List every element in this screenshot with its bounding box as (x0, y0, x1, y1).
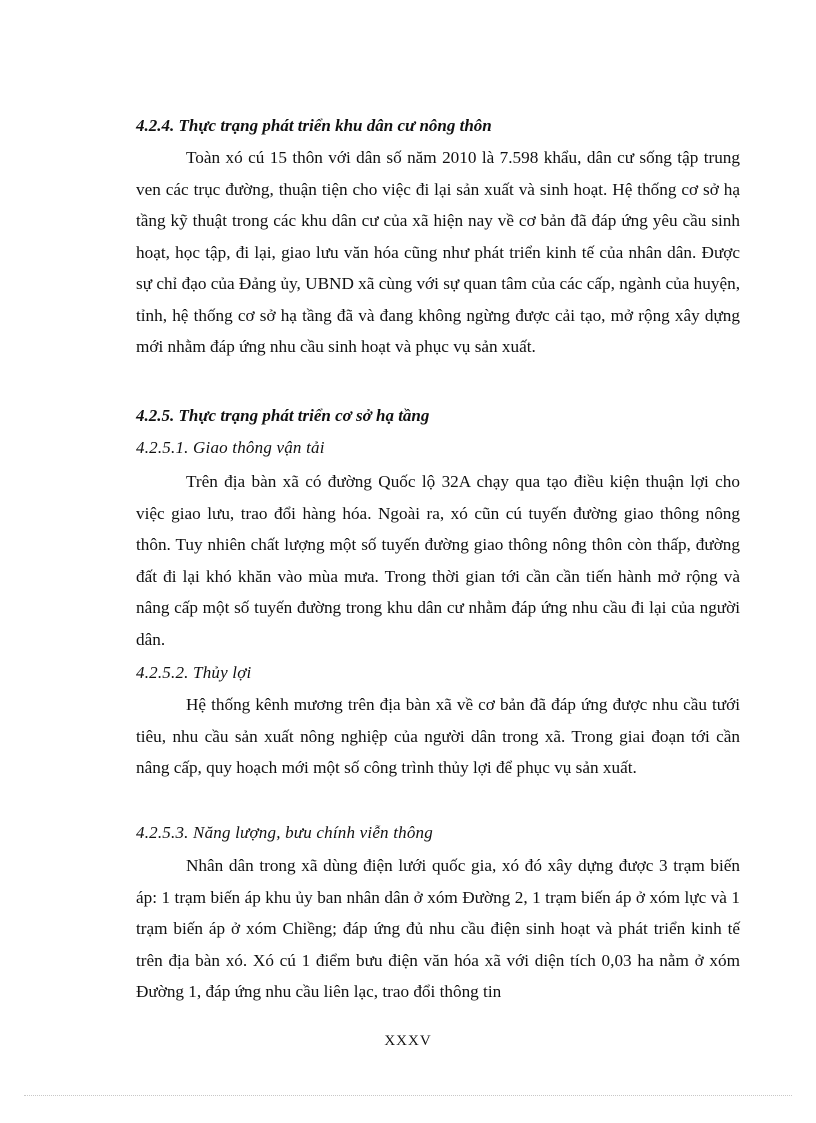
section-heading-4-2-4: 4.2.4. Thực trạng phát triển khu dân cư nông thôn (136, 116, 492, 135)
section-heading-4-2-5: 4.2.5. Thực trạng phát triển cơ sở hạ tầng (136, 406, 430, 425)
paragraph-energy-telecom: Nhân dân trong xã dùng điện lưới quốc gia, xó đó xây dựng được 3 trạm biến áp: 1 trạm biến áp khu ủy ban nhân dân ở xóm Đường 2, 1 trạm biến áp ở xóm lực và 1 trạm biến áp ở xóm Chiềng; đáp ứng đủ nhu cầu điện sinh hoạt và phát triển kinh tế trên địa bàn xó. Xó cú 1 điểm bưu điện văn hóa xã với diện tích 0,03 ha nằm ở xóm Đường 1, đáp ứng nhu cầu liên lạc, trao đổi thông tin (136, 856, 740, 1001)
footer-divider (24, 1095, 792, 1096)
subsection-heading-4-2-5-2: 4.2.5.2. Thủy lợi (136, 663, 252, 682)
page-number: XXXV (384, 1033, 432, 1049)
paragraph-residential-areas: Toàn xó cú 15 thôn với dân số năm 2010 là 7.598 khẩu, dân cư sống tập trung ven các trục đường, thuận tiện cho việc đi lại sản xuất và sinh hoạt. Hệ thống cơ sở hạ tầng kỹ thuật trong các khu dân cư của xã hiện nay về cơ bản đã đáp ứng yêu cầu sinh hoạt, học tập, đi lại, giao lưu văn hóa cũng như phát triển kinh tế của nhân dân. Được sự chỉ đạo của Đảng ủy, UBND xã cùng với sự quan tâm của các cấp, ngành của huyện, tỉnh, hệ thống cơ sở hạ tầng đã và đang không ngừng được cải tạo, mở rộng xây dựng mới nhằm đáp ứng nhu cầu sinh hoạt và phục vụ sản xuất. (136, 148, 740, 356)
subsection-heading-4-2-5-3: 4.2.5.3. Năng lượng, bưu chính viễn thông (136, 823, 433, 842)
subsection-heading-4-2-5-1: 4.2.5.1. Giao thông vận tải (136, 438, 325, 457)
paragraph-transport: Trên địa bàn xã có đường Quốc lộ 32A chạy qua tạo điều kiện thuận lợi cho việc giao lưu, trao đổi hàng hóa. Ngoài ra, xó cũn cú tuyến đường giao thông nông thôn. Tuy nhiên chất lượng một số tuyến đường giao thông nông thôn còn thấp, đường đất đi lại khó khăn vào mùa mưa. Trong thời gian tới cần cần tiến hành mở rộng và nâng cấp một số tuyến đường trong khu dân cư nhằm đáp ứng nhu cầu đi lại của người dân. (136, 472, 740, 649)
paragraph-irrigation: Hệ thống kênh mương trên địa bàn xã về cơ bản đã đáp ứng được nhu cầu tưới tiêu, nhu cầu sản xuất nông nghiệp của người dân trong xã. Trong giai đoạn tới cần nâng cấp, quy hoạch mới một số công trình thủy lợi để phục vụ sản xuất. (136, 695, 740, 777)
